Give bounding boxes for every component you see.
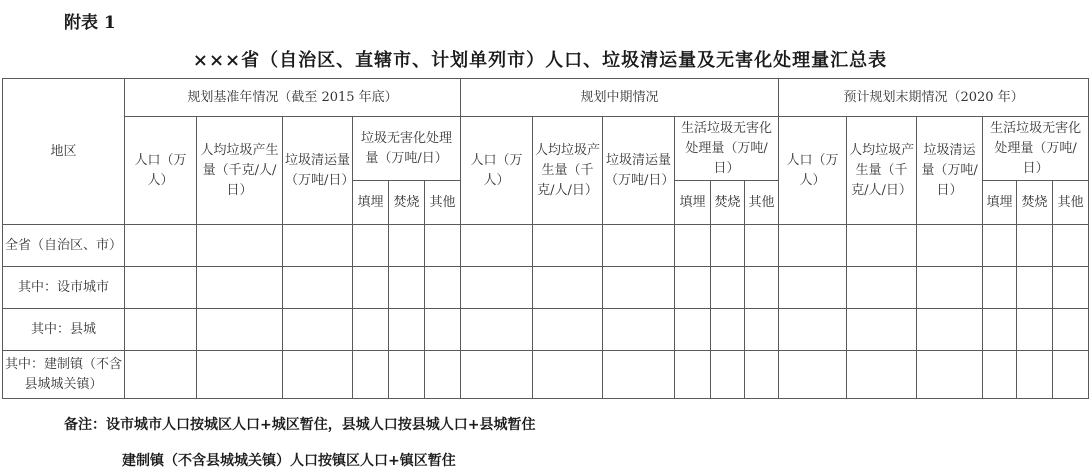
data-cell <box>847 267 917 309</box>
data-cell <box>461 309 533 351</box>
data-cell <box>197 225 283 267</box>
col-method-other: 其他 <box>425 181 461 225</box>
data-cell <box>389 267 425 309</box>
data-cell <box>389 225 425 267</box>
data-cell <box>283 267 353 309</box>
data-cell <box>197 267 283 309</box>
col-collection: 垃圾清运量（万吨/日） <box>917 117 983 225</box>
data-cell <box>779 225 847 267</box>
data-cell <box>847 225 917 267</box>
data-cell <box>779 309 847 351</box>
table-row <box>3 267 1089 309</box>
data-cell <box>283 225 353 267</box>
data-cell <box>745 267 779 309</box>
data-cell <box>847 309 917 351</box>
data-cell <box>533 225 603 267</box>
period-header-final: 预计规划末期情况（2020 年） <box>779 79 1089 117</box>
data-cell <box>353 225 389 267</box>
col-population: 人口（万人） <box>779 117 847 225</box>
row-label-county: 其中：县城 <box>3 309 125 351</box>
data-cell <box>425 309 461 351</box>
data-cell <box>425 267 461 309</box>
data-cell <box>983 351 1017 399</box>
table-row <box>3 309 1089 351</box>
data-cell <box>603 351 675 399</box>
col-method-landfill: 填埋 <box>353 181 389 225</box>
table-row <box>3 225 1089 267</box>
data-cell <box>425 225 461 267</box>
data-cell <box>461 351 533 399</box>
data-cell <box>1017 309 1053 351</box>
data-cell <box>461 225 533 267</box>
data-cell <box>745 309 779 351</box>
data-cell <box>745 225 779 267</box>
data-cell <box>675 351 711 399</box>
note-line-2: 建制镇（不含县城城关镇）人口按镇区人口+镇区暂住 <box>122 453 456 469</box>
col-per-capita: 人均垃圾产生量（千克/人/日） <box>197 117 283 225</box>
data-cell <box>1053 267 1089 309</box>
data-cell <box>425 351 461 399</box>
data-cell <box>603 267 675 309</box>
summary-table <box>2 78 1089 399</box>
data-cell <box>353 351 389 399</box>
data-cell <box>125 351 197 399</box>
table-title: ×××省（自治区、直辖市、计划单列市）人口、垃圾清运量及无害化处理量汇总表 <box>192 50 888 71</box>
data-cell <box>1053 309 1089 351</box>
data-cell <box>533 267 603 309</box>
data-cell <box>1017 351 1053 399</box>
row-label-city: 其中：设市城市 <box>3 267 125 309</box>
period-header-baseline: 规划基准年情况（截至 2015 年底） <box>125 79 461 117</box>
data-cell <box>197 351 283 399</box>
data-cell <box>983 309 1017 351</box>
region-header: 地区 <box>3 79 125 225</box>
appendix-label: 附表 1 <box>64 13 116 33</box>
data-cell <box>125 267 197 309</box>
col-method-other: 其他 <box>1053 181 1089 225</box>
data-cell <box>917 267 983 309</box>
data-cell <box>711 267 745 309</box>
data-cell <box>711 309 745 351</box>
col-per-capita: 人均垃圾产生量（千克/人/日） <box>847 117 917 225</box>
col-harmless: 生活垃圾无害化处理量（万吨/日） <box>675 117 779 181</box>
period-header-midterm: 规划中期情况 <box>461 79 779 117</box>
data-cell <box>461 267 533 309</box>
col-method-incineration: 焚烧 <box>1017 181 1053 225</box>
data-cell <box>779 267 847 309</box>
row-label-province: 全省（自治区、市） <box>3 225 125 267</box>
data-cell <box>1053 351 1089 399</box>
data-cell <box>283 351 353 399</box>
data-cell <box>847 351 917 399</box>
data-cell <box>389 309 425 351</box>
data-cell <box>603 225 675 267</box>
col-collection: 垃圾清运量（万吨/日） <box>283 117 353 225</box>
col-population: 人口（万人） <box>461 117 533 225</box>
col-harmless: 生活垃圾无害化处理量（万吨/日） <box>983 117 1089 181</box>
data-cell <box>533 309 603 351</box>
data-cell <box>1017 267 1053 309</box>
col-method-landfill: 填埋 <box>983 181 1017 225</box>
data-cell <box>353 309 389 351</box>
data-cell <box>603 309 675 351</box>
data-cell <box>125 225 197 267</box>
data-cell <box>917 225 983 267</box>
data-cell <box>1053 225 1089 267</box>
col-method-landfill: 填埋 <box>675 181 711 225</box>
note-line-1: 备注：设市城市人口按城区人口+城区暂住，县城人口按县城人口+县城暂住 <box>64 417 536 433</box>
col-harmless: 垃圾无害化处理量（万吨/日） <box>353 117 461 181</box>
col-collection: 垃圾清运量（万吨/日） <box>603 117 675 225</box>
data-cell <box>353 267 389 309</box>
data-cell <box>983 267 1017 309</box>
data-cell <box>675 267 711 309</box>
col-method-incineration: 焚烧 <box>389 181 425 225</box>
data-cell <box>197 309 283 351</box>
col-method-incineration: 焚烧 <box>711 181 745 225</box>
col-per-capita: 人均垃圾产生量（千克/人/日） <box>533 117 603 225</box>
data-cell <box>745 351 779 399</box>
data-cell <box>675 309 711 351</box>
data-cell <box>779 351 847 399</box>
data-cell <box>389 351 425 399</box>
data-cell <box>125 309 197 351</box>
data-cell <box>533 351 603 399</box>
data-cell <box>711 351 745 399</box>
data-cell <box>675 225 711 267</box>
data-cell <box>917 309 983 351</box>
col-population: 人口（万人） <box>125 117 197 225</box>
data-cell <box>711 225 745 267</box>
table-row <box>3 351 1089 399</box>
data-cell <box>1017 225 1053 267</box>
data-cell <box>983 225 1017 267</box>
row-label-town: 其中：建制镇（不含县城城关镇） <box>3 351 125 399</box>
data-cell <box>917 351 983 399</box>
col-method-other: 其他 <box>745 181 779 225</box>
data-cell <box>283 309 353 351</box>
